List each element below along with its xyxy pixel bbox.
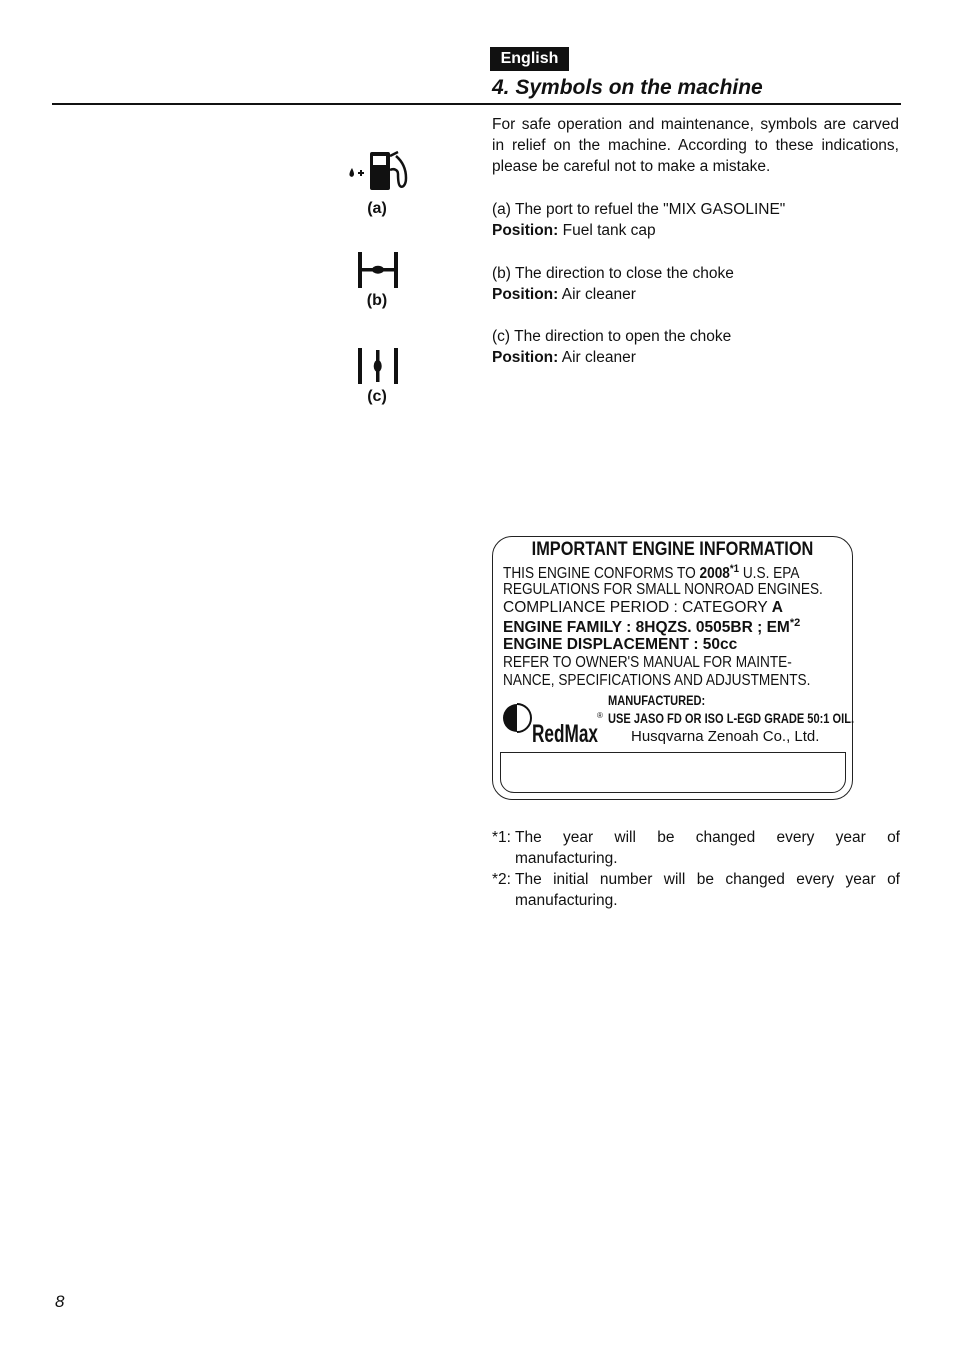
engine-label-line3: COMPLIANCE PERIOD : CATEGORY A: [503, 599, 783, 616]
engine-label-title: IMPORTANT ENGINE INFORMATION: [531, 539, 814, 560]
svg-text:RedMax: RedMax: [532, 720, 599, 748]
footnote-2: *2: The initial number will be changed every year of manufacturing.: [492, 871, 900, 909]
intro-paragraph: For safe operation and maintenance, symbols are carved in relief on the machine. According to these indications, please be careful not to make a mistake.: [492, 116, 899, 175]
manufactured-label: MANUFACTURED:: [608, 693, 706, 708]
symbol-label-c: (c): [367, 388, 387, 405]
symbol-b-description: (b) The direction to close the choke Position: Air cleaner: [492, 265, 734, 303]
engine-label-line7: NANCE, SPECIFICATIONS AND ADJUSTMENTS.: [503, 672, 811, 689]
redmax-logo: [502, 702, 604, 748]
engine-label-line1: THIS ENGINE CONFORMS TO 2008$^{*1}$ U.S. EPA: [503, 563, 800, 583]
page-number: 8: [55, 1292, 65, 1311]
engine-displacement: ENGINE DISPLACEMENT : 50cc: [503, 636, 738, 653]
footnote-1: *1: The year will be changed every year of manufacturing.: [492, 829, 900, 867]
section-title: 4. Symbols on the machine: [492, 76, 763, 99]
serial-blank-area: [500, 752, 846, 793]
symbol-a-description: (a) The port to refuel the "MIX GASOLINE" Position: Fuel tank cap: [492, 201, 786, 239]
language-badge: English: [490, 47, 569, 71]
symbol-label-b: (b): [366, 292, 388, 309]
symbol-label-a: (a): [367, 200, 387, 217]
header-rule: [52, 103, 901, 105]
symbol-c-description: (c) The direction to open the choke Position: Air cleaner: [492, 328, 732, 366]
svg-text:®: ®: [597, 711, 603, 720]
choke-close-icon: [340, 250, 414, 290]
fuel-pump-icon: [340, 148, 414, 196]
engine-label-line2: REGULATIONS FOR SMALL NONROAD ENGINES.: [503, 581, 823, 598]
manufacturer-name: Husqvarna Zenoah Co., Ltd.: [631, 728, 820, 745]
engine-family: ENGINE FAMILY : 8HQZS. 0505BR ; EM$^{*2}$: [503, 617, 801, 637]
oil-requirement: USE JASO FD OR ISO L-EGD GRADE 50:1 OIL.: [608, 711, 855, 726]
choke-open-icon: [340, 346, 414, 386]
engine-label-line6: REFER TO OWNER'S MANUAL FOR MAINTE-: [503, 654, 792, 671]
